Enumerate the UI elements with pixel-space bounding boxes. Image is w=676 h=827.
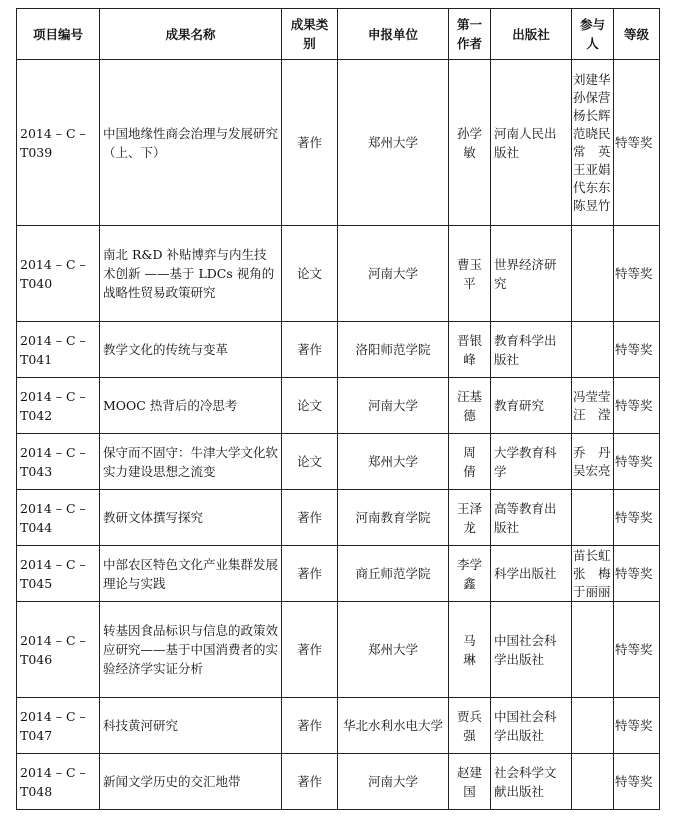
header-cell-level: 等级 xyxy=(614,9,660,60)
cell-first-author: 孙学敏 xyxy=(449,60,491,226)
cell-participants xyxy=(572,434,614,490)
header-cell-id: 项目编号 xyxy=(17,9,100,60)
header-cell-participants: 参与人 xyxy=(572,9,614,60)
cell-publisher: 中国社会科学出版社 xyxy=(491,602,572,698)
cell-achievement-name: MOOC 热背后的冷思考 xyxy=(100,378,282,434)
cell-unit: 郑州大学 xyxy=(338,434,449,490)
participant-name: 张 梅 xyxy=(573,565,611,581)
cell-first-author: 晋银峰 xyxy=(449,322,491,378)
cell-participants xyxy=(572,754,614,810)
cell-achievement-name: 教研文体撰写探究 xyxy=(100,490,282,546)
cell-category: 论文 xyxy=(282,434,338,490)
header-cell-unit: 申报单位 xyxy=(338,9,449,60)
table-row xyxy=(17,378,660,434)
cell-first-author: 周 倩 xyxy=(449,434,491,490)
cell-first-author: 汪基德 xyxy=(449,378,491,434)
table-row xyxy=(17,546,660,602)
cell-project-id: 2014 – C – T040 xyxy=(17,226,100,322)
cell-participants xyxy=(572,546,614,602)
cell-category: 著作 xyxy=(282,602,338,698)
cell-unit: 洛阳师范学院 xyxy=(338,322,449,378)
cell-project-id: 2014 – C – T044 xyxy=(17,490,100,546)
cell-first-author: 马 琳 xyxy=(449,602,491,698)
table-row xyxy=(17,226,660,322)
cell-project-id: 2014 – C – T048 xyxy=(17,754,100,810)
table-row xyxy=(17,322,660,378)
cell-unit: 郑州大学 xyxy=(338,602,449,698)
participant-name: 吴宏亮 xyxy=(573,462,611,478)
cell-achievement-name: 转基因食品标识与信息的政策效应研究——基于中国消费者的实验经济学实证分析 xyxy=(100,602,282,698)
cell-category: 论文 xyxy=(282,378,338,434)
cell-first-author: 王泽龙 xyxy=(449,490,491,546)
header-cell-type: 成果类别 xyxy=(282,9,338,60)
cell-project-id: 2014 – C – T039 xyxy=(17,60,100,226)
cell-level: 特等奖 xyxy=(614,754,660,810)
table-row xyxy=(17,60,660,226)
cell-category: 著作 xyxy=(282,490,338,546)
cell-level: 特等奖 xyxy=(614,546,660,602)
cell-project-id: 2014 – C – T043 xyxy=(17,434,100,490)
table-row xyxy=(17,754,660,810)
cell-category: 著作 xyxy=(282,698,338,754)
cell-achievement-name: 科技黄河研究 xyxy=(100,698,282,754)
cell-publisher: 科学出版社 xyxy=(491,546,572,602)
header-cell-name: 成果名称 xyxy=(100,9,282,60)
cell-category: 论文 xyxy=(282,226,338,322)
participant-name: 于丽丽 xyxy=(573,583,611,599)
table-row xyxy=(17,434,660,490)
cell-level: 特等奖 xyxy=(614,60,660,226)
cell-unit: 河南大学 xyxy=(338,378,449,434)
cell-level: 特等奖 xyxy=(614,322,660,378)
cell-category: 著作 xyxy=(282,754,338,810)
cell-project-id: 2014 – C – T041 xyxy=(17,322,100,378)
cell-participants xyxy=(572,602,614,698)
cell-achievement-name: 保守而不固守：牛津大学文化软实力建设思想之流变 xyxy=(100,434,282,490)
cell-level: 特等奖 xyxy=(614,490,660,546)
cell-unit: 河南大学 xyxy=(338,226,449,322)
cell-achievement-name: 新闻文学历史的交汇地带 xyxy=(100,754,282,810)
cell-category: 著作 xyxy=(282,546,338,602)
cell-publisher: 教育研究 xyxy=(491,378,572,434)
table-row xyxy=(17,698,660,754)
participant-name: 常 英 xyxy=(573,143,611,159)
cell-participants xyxy=(572,322,614,378)
cell-achievement-name: 中国地缘性商会治理与发展研究（上、下） xyxy=(100,60,282,226)
cell-level: 特等奖 xyxy=(614,378,660,434)
table-row xyxy=(17,602,660,698)
cell-participants xyxy=(572,698,614,754)
cell-publisher: 河南人民出版社 xyxy=(491,60,572,226)
cell-project-id: 2014 – C – T042 xyxy=(17,378,100,434)
cell-publisher: 世界经济研究 xyxy=(491,226,572,322)
cell-first-author: 赵建国 xyxy=(449,754,491,810)
participant-name: 乔 丹 xyxy=(573,444,611,460)
cell-category: 著作 xyxy=(282,322,338,378)
participant-name: 王亚娟 xyxy=(573,161,611,177)
participant-name: 苗长虹 xyxy=(573,547,611,563)
cell-participants xyxy=(572,490,614,546)
cell-unit: 郑州大学 xyxy=(338,60,449,226)
cell-unit: 河南大学 xyxy=(338,754,449,810)
cell-participants xyxy=(572,378,614,434)
cell-publisher: 大学教育科学 xyxy=(491,434,572,490)
cell-project-id: 2014 – C – T046 xyxy=(17,602,100,698)
cell-publisher: 中国社会科学出版社 xyxy=(491,698,572,754)
participant-name: 代东东 xyxy=(573,179,611,195)
cell-category: 著作 xyxy=(282,60,338,226)
participant-name: 汪 滢 xyxy=(573,406,611,422)
cell-publisher: 高等教育出版社 xyxy=(491,490,572,546)
cell-level: 特等奖 xyxy=(614,602,660,698)
cell-first-author: 李学鑫 xyxy=(449,546,491,602)
cell-achievement-name: 中部农区特色文化产业集群发展理论与实践 xyxy=(100,546,282,602)
cell-project-id: 2014 – C – T045 xyxy=(17,546,100,602)
participant-name: 范晓民 xyxy=(573,125,611,141)
awards-table xyxy=(16,8,660,810)
header-row xyxy=(17,9,660,60)
cell-level: 特等奖 xyxy=(614,434,660,490)
cell-level: 特等奖 xyxy=(614,226,660,322)
participant-name: 刘建华 xyxy=(573,71,611,87)
cell-achievement-name: 南北 R&D 补贴博弈与内生技术创新 ——基于 LDCs 视角的战略性贸易政策研究 xyxy=(100,226,282,322)
cell-level: 特等奖 xyxy=(614,698,660,754)
table-row xyxy=(17,490,660,546)
cell-unit: 华北水利水电大学 xyxy=(338,698,449,754)
participant-name: 冯莹莹 xyxy=(573,388,611,404)
cell-first-author: 贾兵强 xyxy=(449,698,491,754)
participant-name: 孙保营 xyxy=(573,89,611,105)
cell-publisher: 教育科学出版社 xyxy=(491,322,572,378)
cell-unit: 商丘师范学院 xyxy=(338,546,449,602)
cell-unit: 河南教育学院 xyxy=(338,490,449,546)
participant-name: 杨长辉 xyxy=(573,107,611,123)
cell-participants xyxy=(572,226,614,322)
header-cell-publisher: 出版社 xyxy=(491,9,572,60)
cell-publisher: 社会科学文献出版社 xyxy=(491,754,572,810)
header-cell-author: 第一作者 xyxy=(449,9,491,60)
cell-first-author: 曹玉平 xyxy=(449,226,491,322)
participant-name: 陈昱竹 xyxy=(573,197,611,213)
cell-project-id: 2014 – C – T047 xyxy=(17,698,100,754)
cell-achievement-name: 教学文化的传统与变革 xyxy=(100,322,282,378)
cell-participants xyxy=(572,60,614,226)
